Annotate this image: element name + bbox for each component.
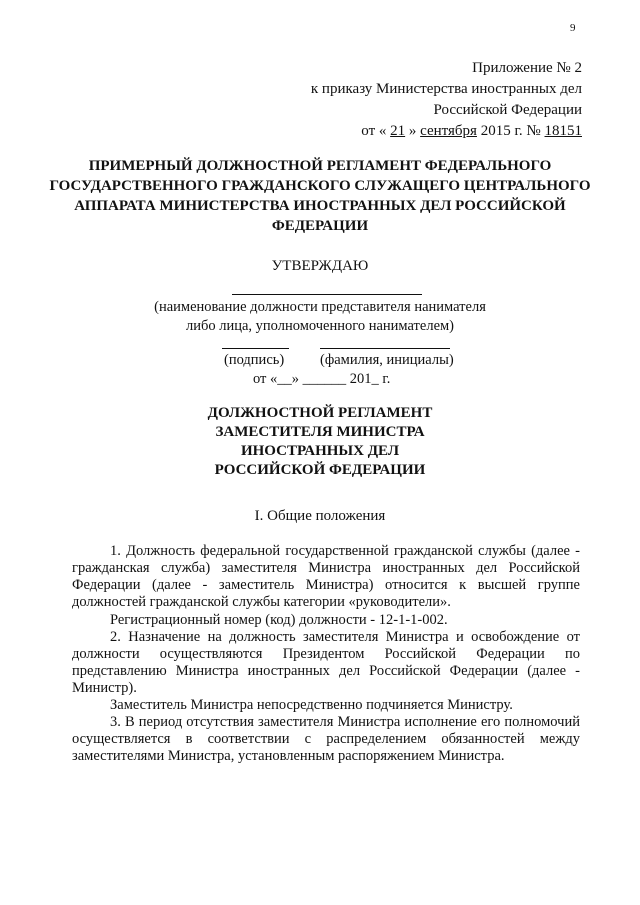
- position-signature-line: [232, 294, 422, 295]
- position-caption-1: (наименование должности представителя нанимателя: [154, 299, 486, 315]
- regulation-title-line-2: ЗАМЕСТИТЕЛЯ МИНИСТРА: [215, 424, 425, 440]
- paragraph-2-text: 2. Назначение на должность заместителя Министра и освобождение от должности осуществляются Президентом Российской Федерации по представлению Министра иностранных дел Российской Федерации (далее - Министр).: [72, 629, 580, 696]
- name-line: [320, 348, 450, 349]
- appendix-date-line: [361, 121, 582, 141]
- appendix-order-ref: к приказу Министерства иностранных дел: [310, 81, 582, 97]
- appendix-ministry: Российской Федерации: [433, 102, 582, 118]
- date-day: 21: [390, 123, 406, 139]
- subordination-note: Заместитель Министра непосредственно подчиняется Министру.: [110, 697, 513, 713]
- regulation-title-line-1: ДОЛЖНОСТНОЙ РЕГЛАМЕНТ: [207, 405, 433, 421]
- page-number: 9: [570, 22, 576, 34]
- signature-line: [222, 348, 289, 349]
- appendix-number: Приложение № 2: [472, 60, 582, 76]
- regulation-title-line-3: ИНОСТРАННЫХ ДЕЛ: [240, 443, 400, 459]
- paragraph-1: [72, 543, 580, 611]
- paragraph-3: [72, 714, 580, 765]
- name-caption: (фамилия, инициалы): [320, 352, 454, 368]
- main-title: ПРИМЕРНЫЙ ДОЛЖНОСТНОЙ РЕГЛАМЕНТ ФЕДЕРАЛЬНОГО ГОСУДАРСТВЕННОГО ГРАЖДАНСКОГО СЛУЖАЩЕГО ЦЕНТРАЛЬНОГО АППАРАТА МИНИСТЕРСТВА ИНОСТРАННЫХ ДЕЛ РОССИЙСКОЙ ФЕДЕРАЦИИ: [49, 158, 591, 234]
- paragraph-1-text: 1. Должность федеральной государственной гражданской службы (далее - гражданская служба) заместителя Министра иностранных дел Российской Федерации (далее - заместитель Министра) относится к высшей группе должностей гражданской службы категории «руководители».: [72, 543, 580, 610]
- date-year: 2015 г. №: [480, 123, 541, 139]
- registration-number: Регистрационный номер (код) должности - 12-1-1-002.: [110, 612, 448, 628]
- paragraph-2: [72, 629, 580, 697]
- paragraph-3-text: 3. В период отсутствия заместителя Министра исполнение его полномочий осуществляется в соответствии с распределением обязанностей между заместителями Министра, установленным распоряжением Министра.: [72, 714, 580, 764]
- signature-caption: (подпись): [224, 352, 285, 368]
- date-prefix: от «: [361, 123, 387, 139]
- approval-date-line: от «__» ______ 201_ г.: [253, 371, 391, 387]
- section-heading: I. Общие положения: [254, 508, 386, 524]
- date-month: сентября: [420, 123, 477, 139]
- approval-heading: УТВЕРЖДАЮ: [271, 258, 369, 274]
- position-caption-2: либо лица, уполномоченного нанимателем): [185, 318, 455, 334]
- date-separator: »: [408, 123, 417, 139]
- order-number: 18151: [544, 123, 582, 139]
- regulation-title-line-4: РОССИЙСКОЙ ФЕДЕРАЦИИ: [214, 462, 426, 478]
